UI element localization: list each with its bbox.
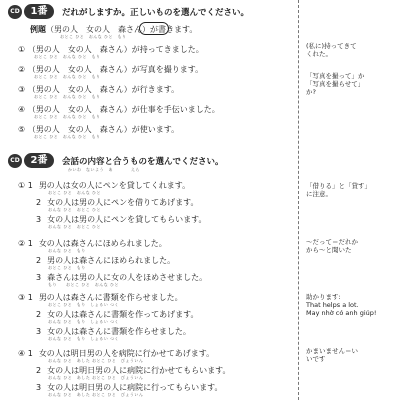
section2-instruction: 会話の内容と合うものを選んでください。 <box>62 156 224 167</box>
s2-q4-opt3: 3 女の人は明日男の人に病院に行ってもらいます。 <box>36 383 223 392</box>
s1-item-3: ③ （男の人 女の人 森さん）が行きます。 <box>18 85 180 94</box>
s1-item-3-ruby: おとこ ひと おんな ひと もり <box>34 94 101 99</box>
s2-q3-opt2-ruby: おんな ひと もり しょるい つく <box>48 319 120 324</box>
s2-q4-opt3-ruby: おんな ひと あした おとこ ひと びょういん <box>48 392 144 397</box>
section1-header <box>8 1 250 29</box>
note-3: 「借りる」と「貸す」 に注意。 <box>306 182 371 198</box>
s2-q3-opt1: ③ 1 男の人は森さんに書類を作らせました。 <box>18 293 183 302</box>
note-2: 「写真を撮って」か 「写真を撮らせて」 か? <box>306 72 365 96</box>
section2-ruby: かいわ ないよう あ えら <box>68 167 140 172</box>
s1-item-5: ⑤ （男の人 女の人 森さん）が使います。 <box>18 125 180 134</box>
s2-q2-opt2-ruby: おとこ ひと もり <box>48 265 86 270</box>
section1-instruction: だれがしますか。正しいものを選んでください。 <box>62 7 250 18</box>
s2-q1-opt1: ① 1 男の人は女の人にペンを貸してくれます。 <box>18 181 191 190</box>
s2-q1-opt2-ruby: おんな ひと おとこ ひと <box>48 207 102 212</box>
s2-q1-opt2: 2 女の人は男の人にペンを借りてあげます。 <box>36 198 199 207</box>
s2-q2-opt1: ② 1 女の人は森さんにほめられました。 <box>18 239 167 248</box>
s2-q3-opt2: 2 女の人は森さんに書類を作ってあげます。 <box>36 310 199 319</box>
s1-item-1: ① （男の人 女の人 森さん）が持ってきました。 <box>18 45 204 54</box>
section2-number: 2番 <box>24 153 54 168</box>
section1-number: 1番 <box>24 4 54 19</box>
s2-q1-opt3: 3 女の人は男の人にペンを貸してもらいます。 <box>36 215 207 224</box>
example-ruby: おとこ ひと おんな ひと もり <box>60 34 127 39</box>
sidebar-notes <box>302 0 400 400</box>
s1-item-4: ④ （男の人 女の人 森さん）が仕事を手伝いました。 <box>18 105 220 114</box>
s2-q2-opt3-ruby: もり おとこ ひと おんな ひと <box>48 282 120 287</box>
s1-item-2: ② （男の人 女の人 森さん）が写真を撮ります。 <box>18 65 204 74</box>
s1-item-2-ruby: おとこ ひと おんな ひと もり <box>34 74 101 79</box>
s2-q4-opt1-ruby: おんな ひと あした おとこ ひと びょういん <box>48 358 144 363</box>
note-5: 助かります: That helps a lot. May nhờ có anh giúp! <box>306 293 377 317</box>
example-text: （男の人 女の人 森さん）が書きます。 <box>46 25 198 34</box>
cd-icon: CD 2 <box>8 154 22 168</box>
example-answer-circle <box>139 22 169 35</box>
s2-q1-opt1-ruby: おとこ ひと おんな ひと <box>48 190 102 195</box>
note-4: 〜だって＝だれか から〜と聞いた <box>306 238 358 254</box>
s2-q2-opt3: 3 森さんは男の人に女の人をほめさせました。 <box>36 273 208 282</box>
s1-item-4-ruby: おとこ ひと おんな ひと もり <box>34 114 101 119</box>
s2-q1-opt3-ruby: おんな ひと おとこ ひと <box>48 224 102 229</box>
s2-q3-opt3: 3 女の人は森さんに書類を作らせました。 <box>36 327 191 336</box>
s1-item-1-ruby: おとこ ひと おんな ひと もり <box>34 54 101 59</box>
s2-q2-opt1-ruby: おんな ひと もり <box>48 248 86 253</box>
s2-q3-opt3-ruby: おんな ひと もり しょるい つく <box>48 336 120 341</box>
note-6: かまいません＝い いです <box>306 347 358 363</box>
s2-q2-opt2: 2 男の人は森さんにほめられました。 <box>36 256 176 265</box>
s1-item-5-ruby: おとこ ひと おんな ひと もり <box>34 134 101 139</box>
note-1: (私に)持ってきて くれた。 <box>306 42 357 58</box>
cd-icon: CD 1 <box>8 5 22 19</box>
s2-q4-opt2: 2 女の人は明日男の人に病院に行かせてもらいます。 <box>36 366 231 375</box>
example-label: 例題 <box>30 25 46 34</box>
s2-q4-opt1: ④ 1 女の人は明日男の人を病院に行かせてあげます。 <box>18 349 215 358</box>
s2-q4-opt2-ruby: おんな ひと あした おとこ ひと びょういん <box>48 375 144 380</box>
s2-q3-opt1-ruby: おとこ ひと もり しょるい つく <box>48 302 120 307</box>
